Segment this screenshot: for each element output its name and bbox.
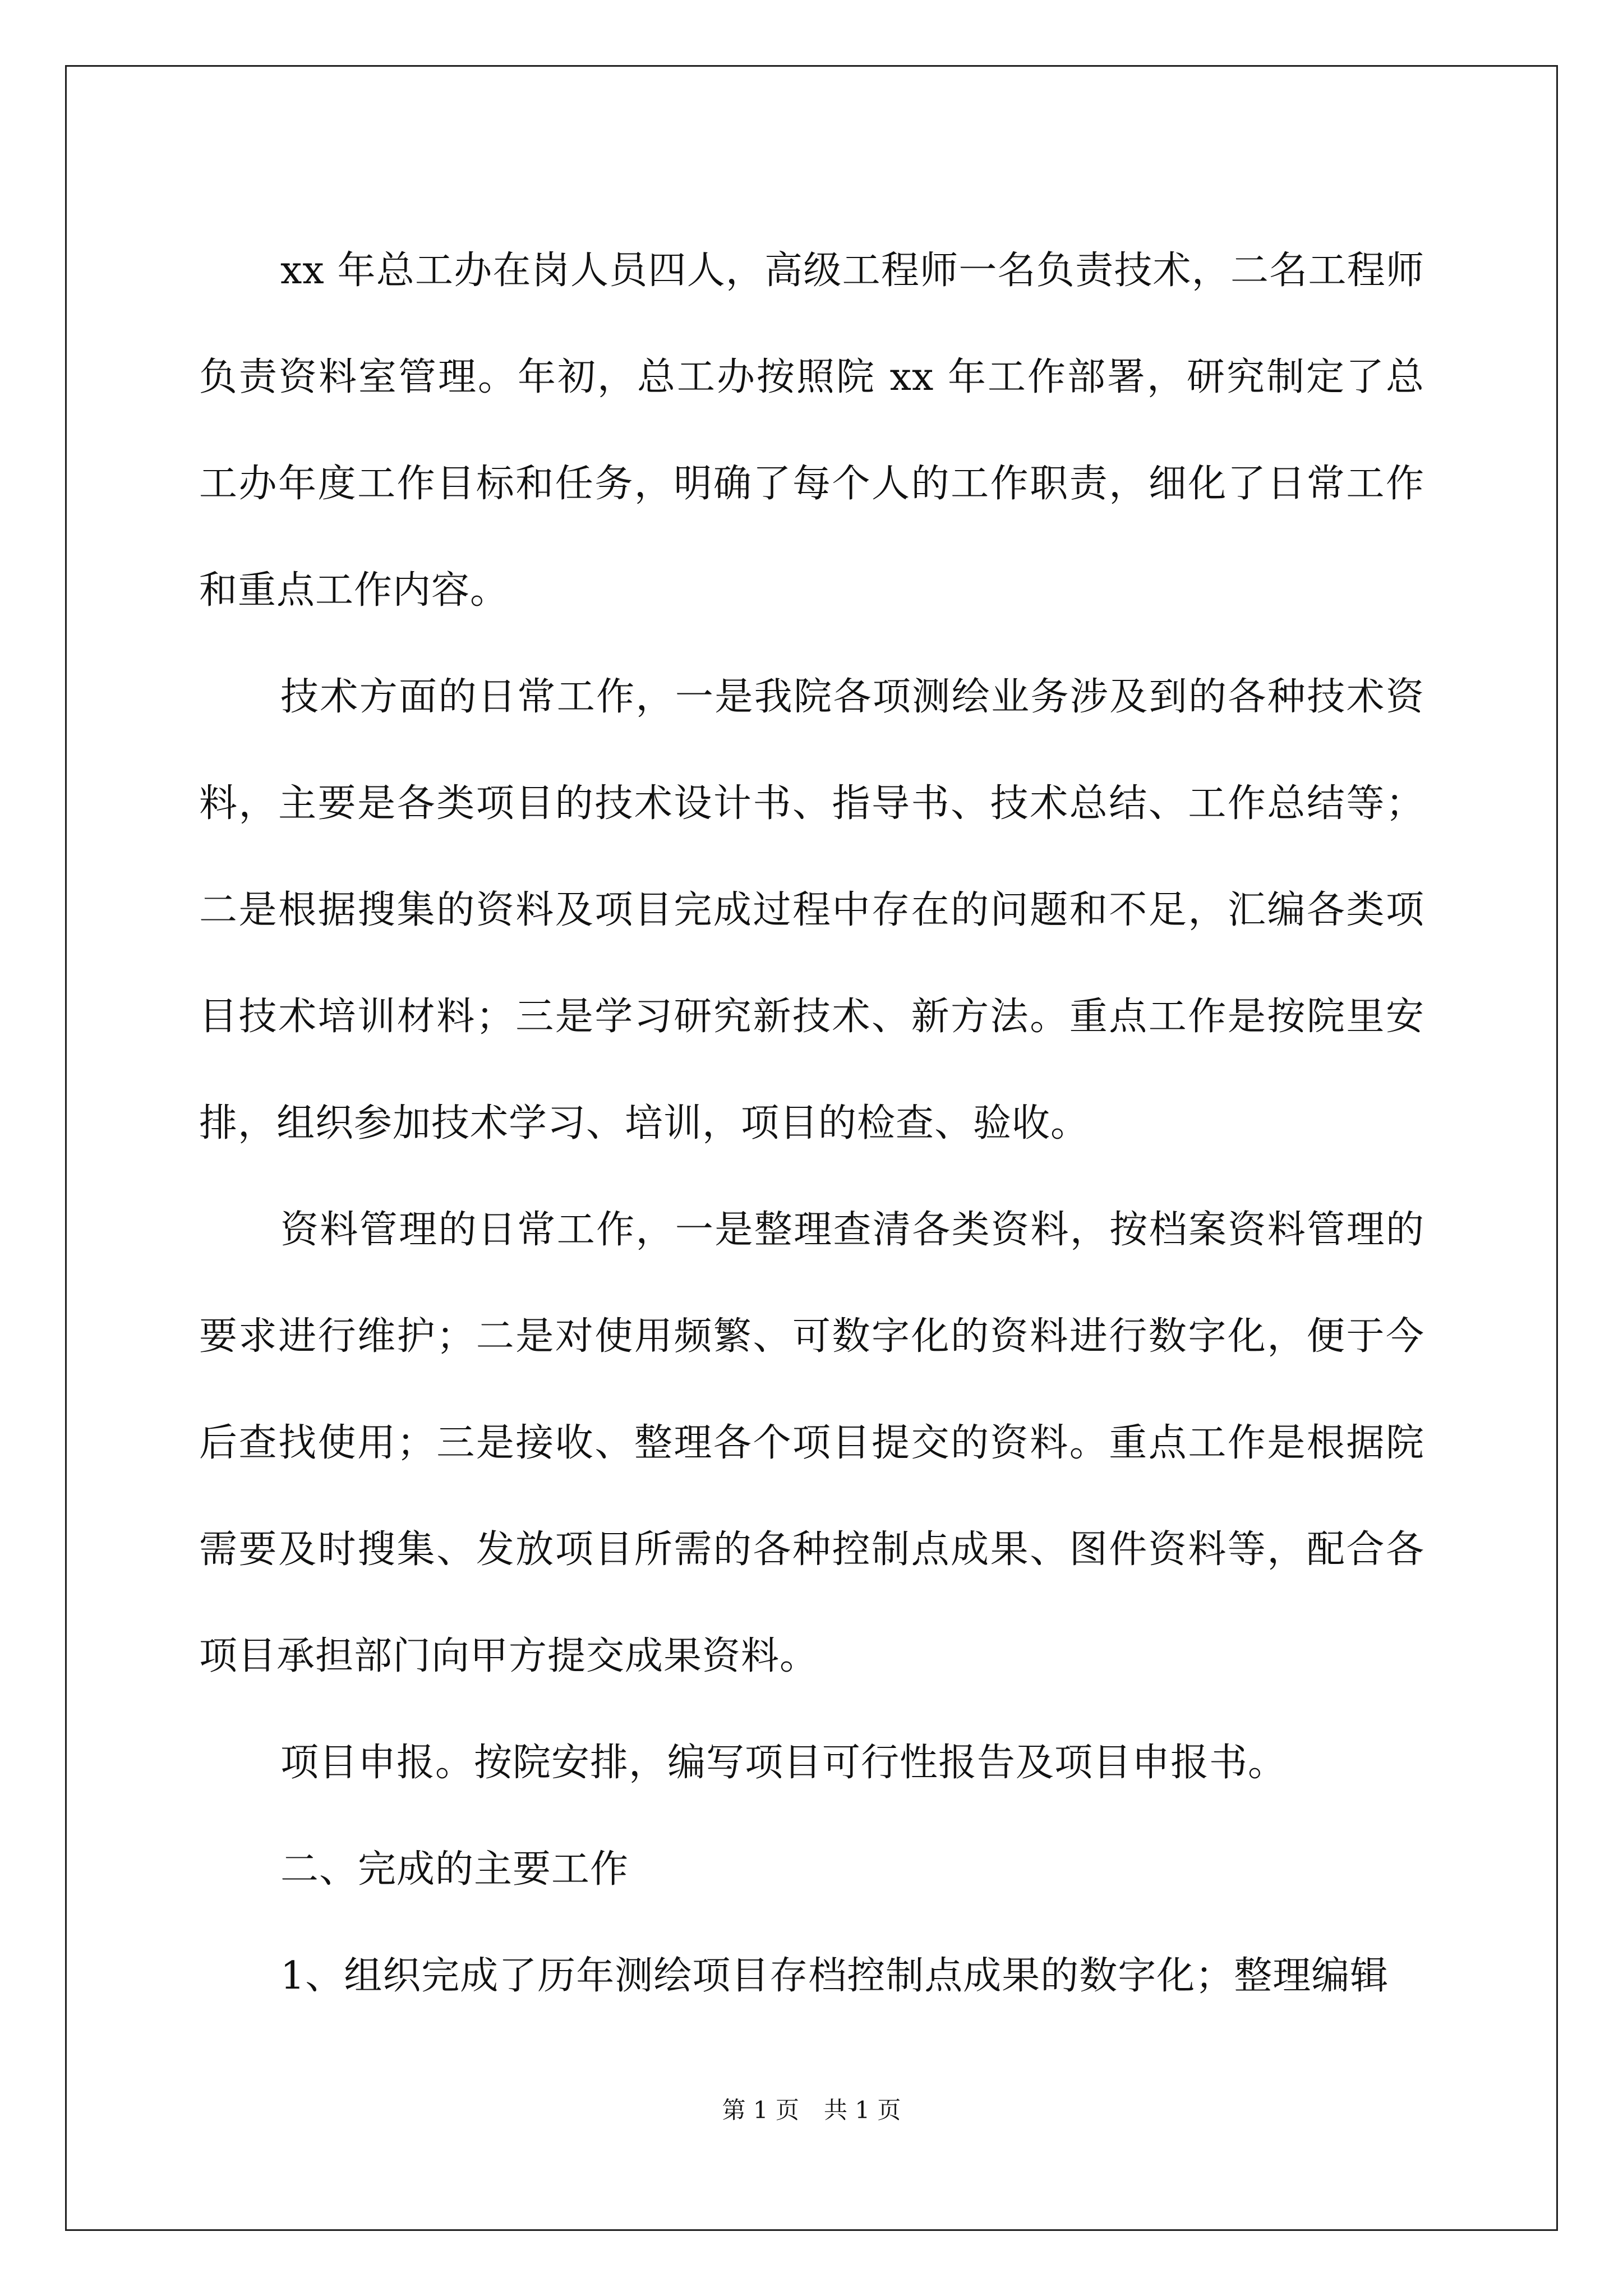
paragraph-project-application: 项目申报。按院安排，编写项目可行性报告及项目申报书。	[280, 1741, 1287, 1785]
paragraph-data-management: 资料管理的日常工作，一是整理查清各类资料，按档案资料管理的要求进行维护；二是对使用频繁、可数字化的资料进行数字化，便于今后查找使用；三是接收、整理各个项目提交的资料。重点工作是根据院需要及时搜集、发放项目所需的各种控制点成果、图件资料等，配合各项目承担部门向甲方提交成果资料。	[199, 1208, 1424, 1678]
section-heading-main-work: 二、完成的主要工作	[280, 1847, 629, 1892]
page-footer	[0, 2093, 1623, 2127]
paragraph-staffing: xx 年总工办在岗人员四人，高级工程师一名负责技术，二名工程师负责资料室管理。年初，总工办按照院 xx 年工作部署，研究制定了总工办年度工作目标和任务，明确了每个人的工作职责，细化了日常工作和重点工作内容。	[199, 249, 1424, 613]
page-number: 第 1 页	[722, 2096, 799, 2124]
document-body	[199, 218, 1424, 2030]
paragraph-technical-work: 技术方面的日常工作，一是我院各项测绘业务涉及到的各种技术资料，主要是各类项目的技术设计书、指导书、技术总结、工作总结等；二是根据搜集的资料及项目完成过程中存在的问题和不足，汇编各类项目技术培训材料；三是学习研究新技术、新方法。重点工作是按院里安排，组织参加技术学习、培训，项目的检查、验收。	[199, 675, 1424, 1145]
list-item-1: 1、组织完成了历年测绘项目存档控制点成果的数字化；整理编辑	[280, 1954, 1389, 1998]
page-total: 共 1 页	[824, 2096, 901, 2124]
